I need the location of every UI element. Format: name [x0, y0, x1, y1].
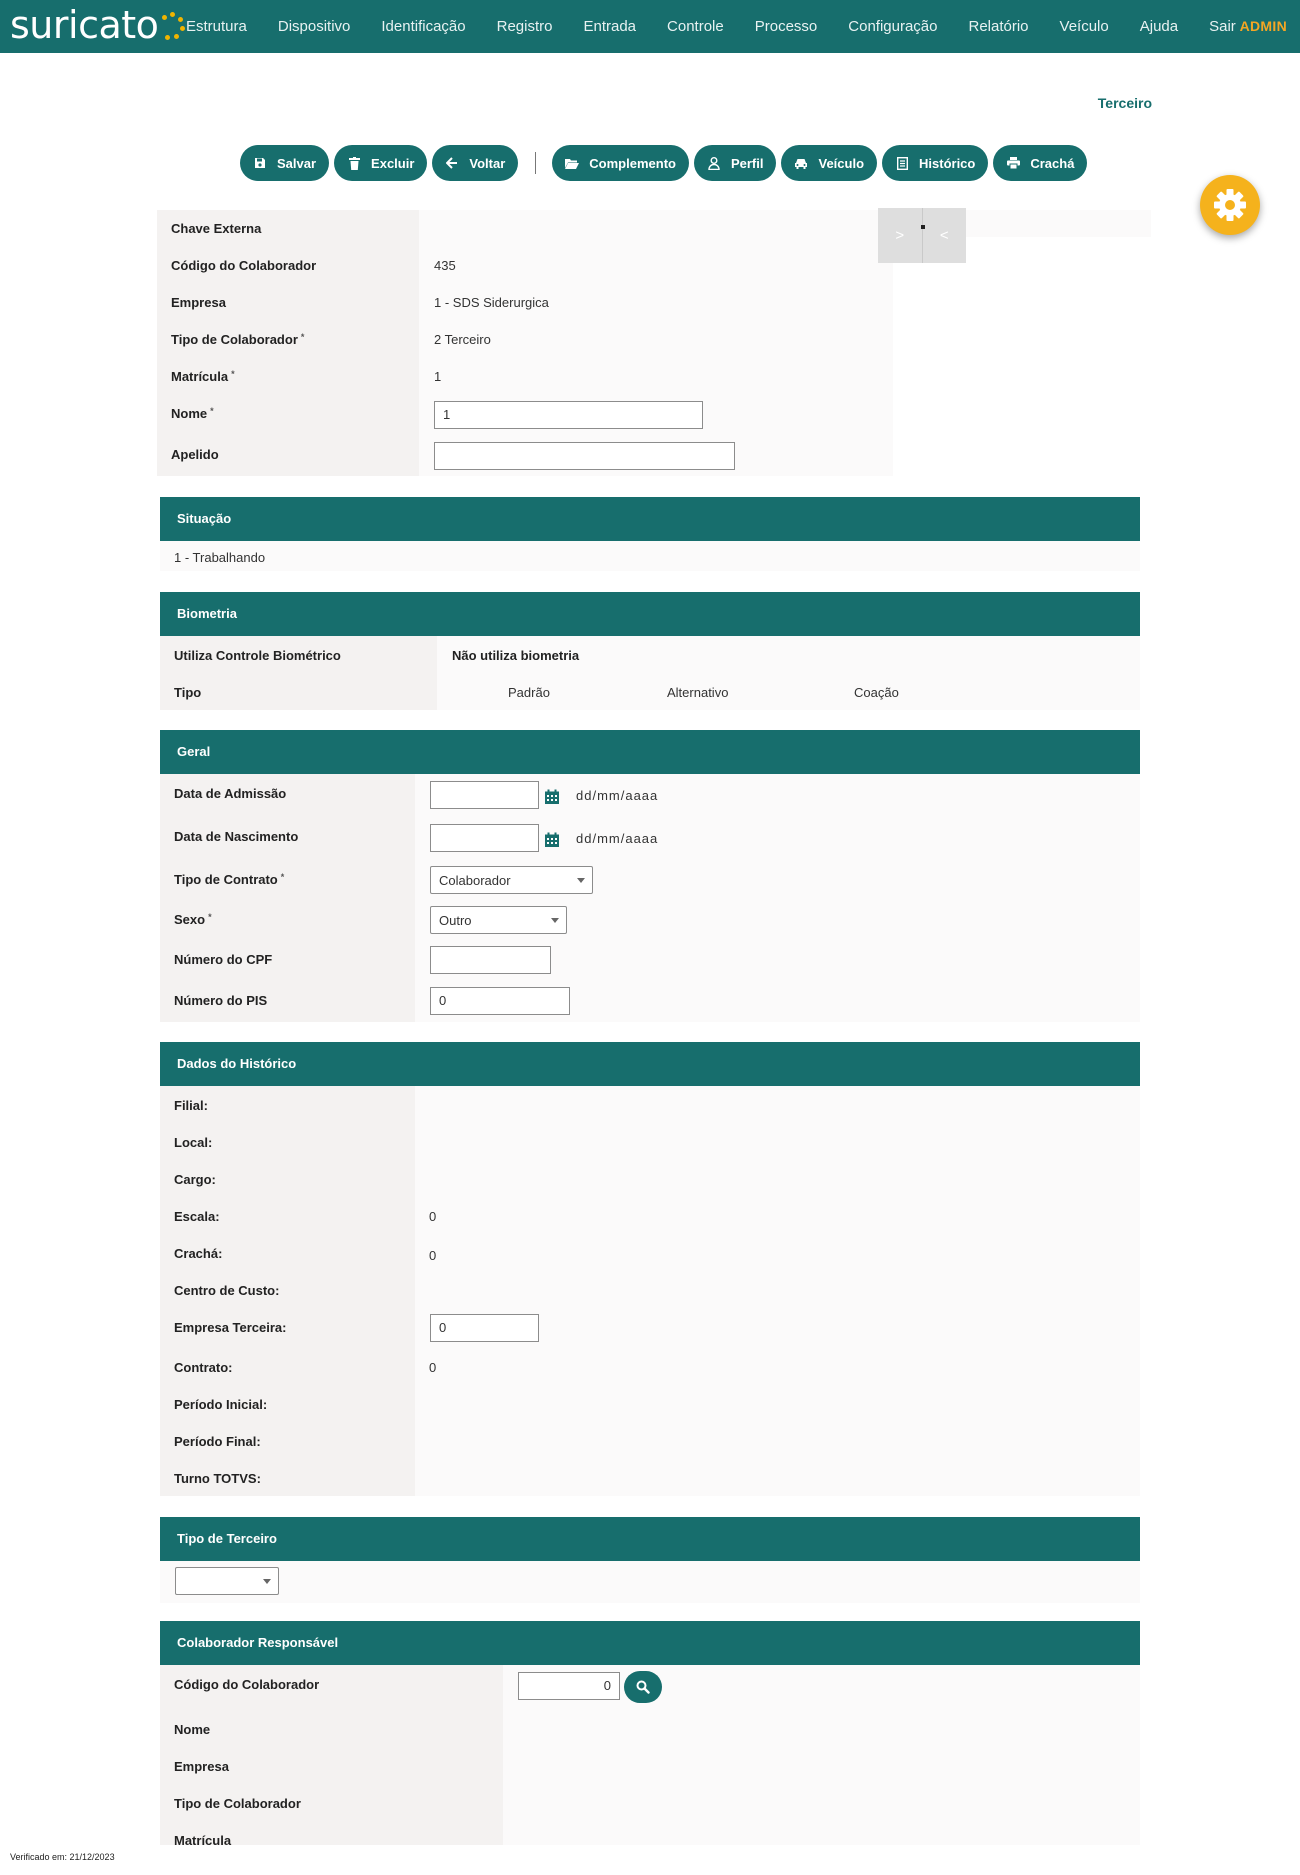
floppy-icon: [251, 156, 269, 170]
data-nascimento-label: Data de Nascimento: [174, 829, 299, 844]
photo-pager: [878, 208, 966, 263]
logo-text: suricato: [10, 3, 159, 47]
suricato-logo[interactable]: [10, 2, 188, 48]
biometria-header: Biometria: [160, 592, 1140, 636]
empresa-label: Empresa: [171, 295, 226, 310]
delete-label: Excluir: [371, 155, 415, 171]
biometria-tipo-label: Tipo: [174, 685, 202, 700]
delete-button[interactable]: [334, 145, 427, 181]
biometria-option-alternativo[interactable]: Alternativo: [667, 685, 729, 700]
responsavel-search-button[interactable]: [624, 1671, 662, 1703]
historico-cracha-label: Crachá:: [174, 1246, 223, 1261]
search-icon: [636, 1680, 650, 1694]
nome-label: Nome *: [171, 406, 214, 421]
historico-escala-value: 0: [429, 1209, 437, 1224]
nome-input[interactable]: 1: [434, 401, 703, 429]
biometria-option-padrao[interactable]: Padrão: [508, 685, 550, 700]
history-button[interactable]: [882, 145, 988, 181]
historico-centro-custo-label: Centro de Custo:: [174, 1283, 280, 1298]
situacao-value: 1 - Trabalhando: [174, 550, 266, 565]
arrow-left-icon: [443, 156, 461, 170]
nav-dispositivo[interactable]: Dispositivo: [277, 18, 351, 35]
historico-empresa-terceira-label: Empresa Terceira:: [174, 1320, 287, 1335]
settings-gear-button[interactable]: [1200, 175, 1260, 235]
data-admissao-input[interactable]: [430, 781, 539, 809]
data-nascimento-format-hint: dd/mm/aaaa: [576, 831, 659, 846]
nav-configuracao[interactable]: Configuração: [848, 18, 938, 35]
user-icon: [705, 156, 723, 170]
apelido-label: Apelido: [171, 447, 219, 462]
nav-registro[interactable]: Registro: [496, 18, 553, 35]
pager-prev-button[interactable]: <: [922, 208, 967, 263]
tipo-colaborador-value: 2 Terceiro: [434, 332, 491, 347]
codigo-colaborador-value: 435: [434, 258, 456, 273]
tipo-contrato-label: Tipo de Contrato *: [174, 872, 285, 887]
data-admissao-label: Data de Admissão: [174, 786, 287, 801]
utiliza-biometria-label: Utiliza Controle Biométrico: [174, 648, 341, 663]
data-nascimento-input[interactable]: [430, 824, 539, 852]
page-title: Terceiro: [1097, 95, 1152, 111]
history-label: Histórico: [919, 155, 976, 171]
verification-footer: Verificado em: 21/12/2023: [10, 1852, 115, 1862]
historico-cracha-value: 0: [429, 1248, 437, 1263]
calendar-icon[interactable]: [544, 789, 560, 805]
matricula-value: 1: [434, 369, 442, 384]
nav-veiculo[interactable]: Veículo: [1059, 18, 1109, 35]
badge-label: Crachá: [1030, 155, 1075, 171]
trash-icon: [345, 156, 363, 170]
utiliza-biometria-value: Não utiliza biometria: [452, 648, 580, 663]
document-list-icon: [893, 156, 911, 170]
responsavel-tipo-label: Tipo de Colaborador: [174, 1796, 301, 1811]
tipo-terceiro-body: [160, 1561, 1140, 1603]
gear-icon: [1212, 187, 1248, 223]
empresa-value: 1 - SDS Siderurgica: [434, 295, 549, 310]
logo-dots-icon: [160, 7, 188, 43]
responsavel-header: Colaborador Responsável: [160, 1621, 1140, 1665]
car-icon: [792, 156, 810, 170]
sexo-select[interactable]: Outro: [430, 906, 567, 934]
chave-externa-label: Chave Externa: [171, 221, 262, 236]
historico-cargo-label: Cargo:: [174, 1172, 216, 1187]
responsavel-label-column: [160, 1665, 503, 1845]
toolbar-divider: [535, 152, 536, 174]
complement-label: Complemento: [589, 155, 676, 171]
historico-periodo-final-label: Período Final:: [174, 1434, 261, 1449]
tipo-contrato-select[interactable]: Colaborador: [430, 866, 593, 894]
situacao-body: [160, 541, 1140, 571]
action-toolbar: [240, 145, 1092, 181]
vehicle-label: Veículo: [818, 155, 865, 171]
responsavel-matricula-label: Matrícula: [174, 1833, 232, 1848]
geral-header: Geral: [160, 730, 1140, 774]
profile-label: Perfil: [730, 155, 764, 171]
historico-escala-label: Escala:: [174, 1209, 220, 1224]
nav-controle[interactable]: Controle: [667, 18, 724, 35]
nav-entrada[interactable]: Entrada: [583, 18, 637, 35]
pis-label: Número do PIS: [174, 993, 268, 1008]
printer-icon: [1004, 156, 1022, 170]
nav-estrutura[interactable]: Estrutura: [186, 18, 247, 35]
responsavel-codigo-input[interactable]: 0: [518, 1672, 620, 1700]
nav-ajuda[interactable]: Ajuda: [1139, 18, 1179, 35]
responsavel-empresa-label: Empresa: [174, 1759, 229, 1774]
responsavel-codigo-label: Código do Colaborador: [174, 1677, 320, 1692]
save-label: Salvar: [277, 155, 317, 171]
historico-empresa-terceira-input[interactable]: 0: [430, 1314, 539, 1342]
chevron-down-icon: [551, 918, 559, 923]
tipo-terceiro-header: Tipo de Terceiro: [160, 1517, 1140, 1561]
data-admissao-format-hint: dd/mm/aaaa: [576, 788, 659, 803]
geral-label-column: [160, 774, 415, 1022]
cpf-input[interactable]: [430, 946, 551, 974]
tipo-colaborador-label: Tipo de Colaborador *: [171, 332, 305, 347]
tipo-terceiro-select[interactable]: [175, 1567, 279, 1595]
folder-open-icon: [563, 156, 581, 170]
geral-value-column: [415, 774, 1140, 1022]
apelido-input[interactable]: [434, 442, 735, 470]
chevron-down-icon: [263, 1579, 271, 1584]
nav-sair[interactable]: Sair: [1209, 18, 1236, 35]
historico-turno-label: Turno TOTVS:: [174, 1471, 261, 1486]
nav-relatorio[interactable]: Relatório: [968, 18, 1029, 35]
historico-header: Dados do Histórico: [160, 1042, 1140, 1086]
codigo-colaborador-label: Código do Colaborador: [171, 258, 317, 273]
vehicle-button[interactable]: [781, 145, 877, 181]
main-menu: [186, 0, 1267, 53]
profile-button[interactable]: [694, 145, 777, 181]
calendar-icon[interactable]: [544, 832, 560, 848]
top-navbar: [0, 0, 1300, 53]
admin-user-label[interactable]: ADMIN: [1239, 18, 1287, 34]
save-button[interactable]: [240, 145, 329, 181]
nav-processo[interactable]: Processo: [754, 18, 818, 35]
pager-dot-icon: [921, 225, 925, 229]
historico-local-label: Local:: [174, 1135, 213, 1150]
situacao-header: Situação: [160, 497, 1140, 541]
pager-next-button[interactable]: >: [895, 227, 905, 244]
back-label: Voltar: [469, 155, 506, 171]
chevron-down-icon: [577, 878, 585, 883]
back-button[interactable]: [432, 145, 518, 181]
complement-button[interactable]: [552, 145, 689, 181]
matricula-label: Matrícula *: [171, 369, 235, 384]
historico-value-column: [415, 1086, 1140, 1496]
responsavel-nome-label: Nome: [174, 1722, 211, 1737]
pis-input[interactable]: 0: [430, 987, 570, 1015]
historico-contrato-value: 0: [429, 1360, 437, 1375]
historico-contrato-label: Contrato:: [174, 1360, 233, 1375]
cpf-label: Número do CPF: [174, 952, 273, 967]
nav-identificacao[interactable]: Identificação: [381, 18, 466, 35]
historico-filial-label: Filial:: [174, 1098, 208, 1113]
biometria-option-coacao[interactable]: Coação: [854, 685, 899, 700]
badge-button[interactable]: [993, 145, 1087, 181]
sexo-label: Sexo *: [174, 912, 212, 927]
historico-periodo-inicial-label: Período Inicial:: [174, 1397, 268, 1412]
